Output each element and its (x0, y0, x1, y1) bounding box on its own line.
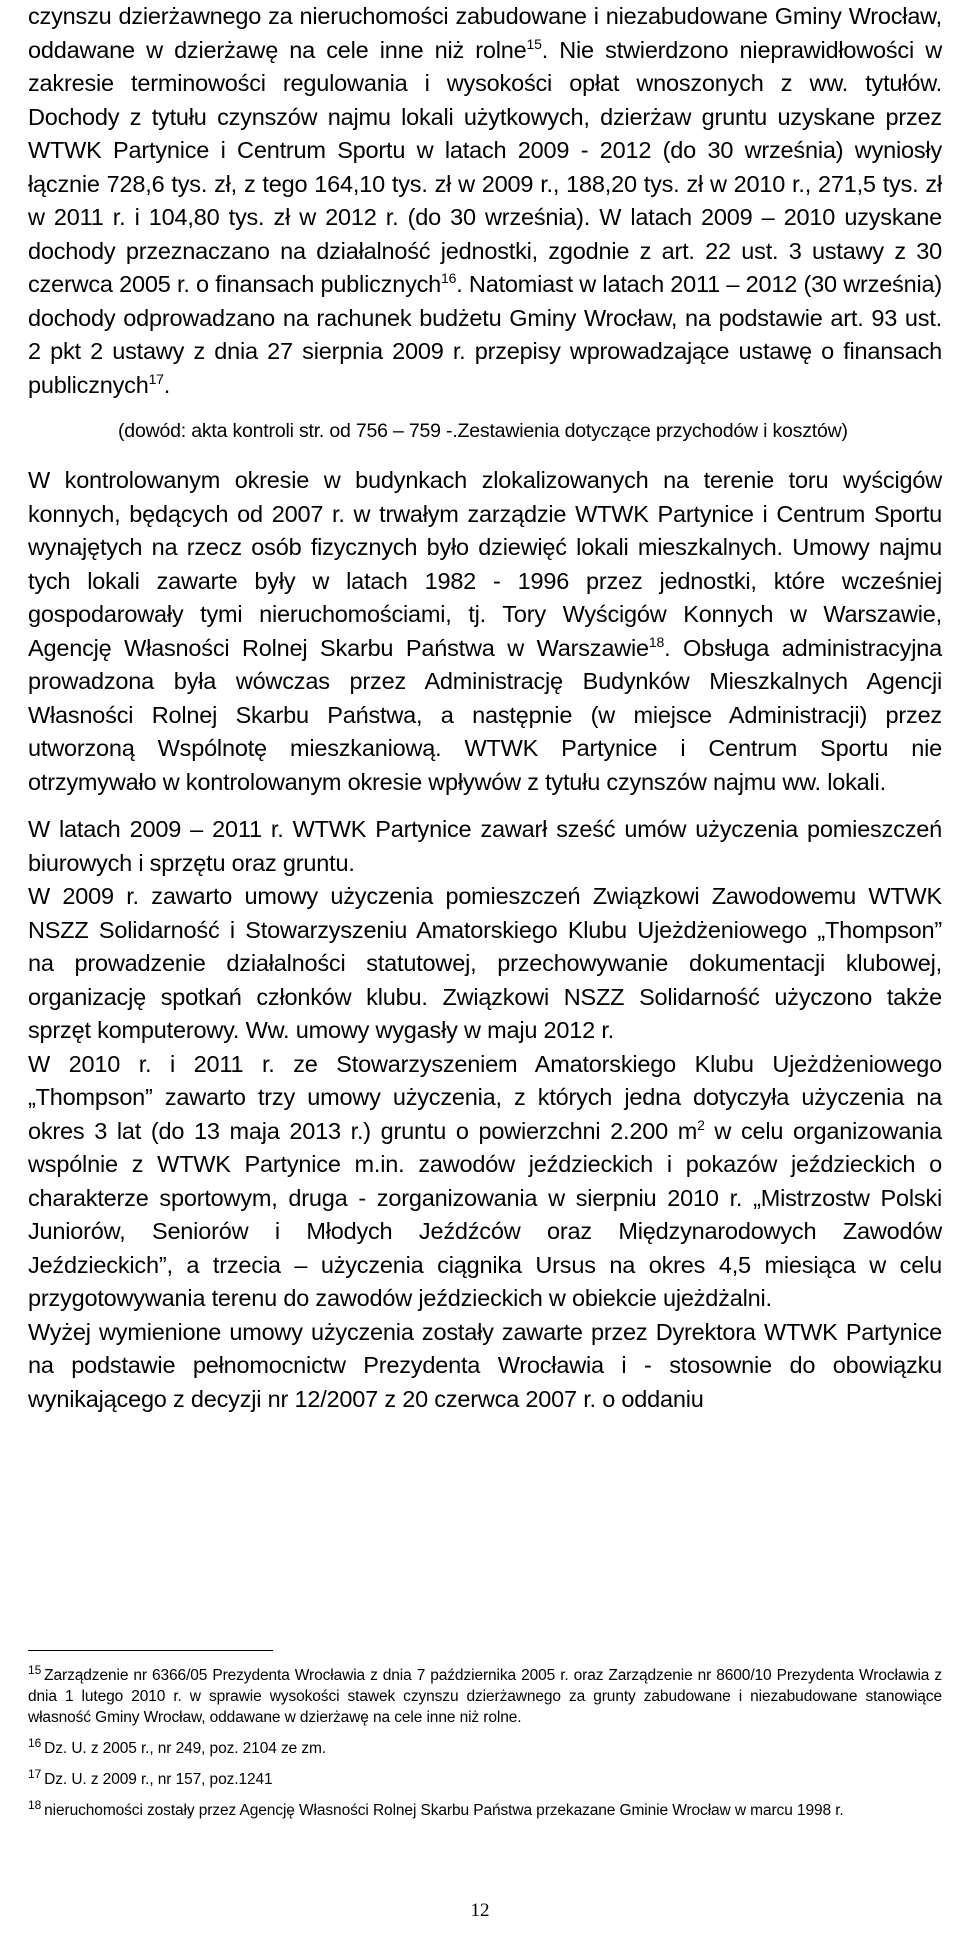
paragraph-2009-agreements: W 2009 r. zawarto umowy użyczenia pomieszczeń Związkowi Zawodowemu WTWK NSZZ Solidarność i Stowarzyszeniu Amatorskiego Klubu Ujeżdżeniowego „Thompson” na prowadzenie działalności statutowej, przechowywanie dokumentacji klubowej, organizację spotkań członków klubu. Związkowi NSZZ Solidarność użyczono także sprzęt komputerowy. Ww. umowy wygasły w maju 2012 r. (28, 883, 942, 1043)
superscript-square: 2 (697, 1116, 705, 1133)
footnote-ref-18[interactable]: 18 (648, 633, 665, 650)
footnote-15: $^{15}$ Zarządzenie nr 6366/05 Prezydenta Wrocławia z dnia 7 października 2005 r. oraz Zarządzenie nr 8600/10 Prezydenta Wrocławia z dnia 1 lutego 2010 r. w sprawie wysokości stawek czynszu dzierżawnego za grunty zabudowane i niezabudowane stanowiące własność Gminy Wrocław, oddawane w dzierżawę na cele inne niż rolne. (28, 1662, 942, 1726)
footnote-ref-16[interactable]: 16 (441, 270, 457, 287)
footnote-ref-15[interactable]: 15 (526, 35, 542, 52)
paragraph-authorization: Wyżej wymienione umowy użyczenia zostały zawarte przez Dyrektora WTWK Partynice na podstawie pełnomocnictw Prezydenta Wrocławia i - stosownie do obowiązku wynikającego z decyzji nr 12/2007 z 20 czerwca 2007 r. o oddaniu (28, 1318, 942, 1412)
proof-note: (dowód: akta kontroli str. od 756 – 759 -.Zestawienia dotyczące przychodów i kosztów) (118, 420, 848, 442)
paragraph-lending-agreements: W latach 2009 – 2011 r. WTWK Partynice zawarł sześć umów użyczenia pomieszczeń biurowych i sprzętu oraz gruntu. (28, 816, 942, 876)
paragraph-2010-2011-agreements: W 2010 r. i 2011 r. ze Stowarzyszeniem Amatorskiego Klubu Ujeżdżeniowego „Thompson” zawarto trzy umowy użyczenia, z których jedna dotyczyła użyczenia na okres 3 lat (do 13 maja 2013 r.) gruntu o powierzchni 2.200 $m^2$ w celu organizowania wspólnie z WTWK Partynice m.in. zawodów jeździeckich i pokazów jeździeckich o charakterze sportowym, druga - zorganizowania w sierpniu 2010 r. „Mistrzostw Polski Juniorów, Seniorów i Młodych Jeźdźców oraz Międzynarodowych Zawodów Jeździeckich”, a trzecia – użyczenia ciągnika Ursus na okres 4,5 miesiąca w celu przygotowywania terenu do zawodów jeździeckich w obiekcie ujeżdżalni. (28, 1050, 942, 1311)
main-text (28, 0, 942, 1416)
page-number: 12 (470, 1900, 490, 1921)
footnote-ref-17[interactable]: 17 (148, 370, 164, 387)
footnote-17: $^{17}$ Dz. U. z 2009 r., nr 157, poz.1241 (28, 1766, 273, 1788)
paragraph-residential-units: W kontrolowanym okresie w budynkach zlokalizowanych na terenie toru wyścigów konnych, będących od 2007 r. w trwałym zarządzie WTWK Partynice i Centrum Sportu wynajętych na rzecz osób fizycznych było dziewięć lokali mieszkalnych. Umowy najmu tych lokali zawarte były w latach 1982 - 1996 przez jednostki, które wcześniej gospodarowały tymi nieruchomościami, tj. Tory Wyścigów Konnych w Warszawie, Agencję Własności Rolnej Skarbu Państwa w Warszawie$^{18}$. Obsługa administracyjna prowadzona była wówczas przez Administrację Budynków Mieszkalnych Agencji Własności Rolnej Skarbu Państwa, a następnie (w miejsce Administracji) przez utworzoną Wspólnotę mieszkaniową. WTWK Partynice i Centrum Sportu nie otrzymywało w kontrolowanym okresie wpływów z tytułu czynszów najmu ww. lokali. (28, 467, 942, 795)
footnote-divider (28, 1650, 273, 1651)
paragraph-revenue: czynszu dzierżawnego za nieruchomości zabudowane i niezabudowane Gminy Wrocław, oddawane w dzierżawę na cele inne niż rolne$^{15}$. Nie stwierdzono nieprawidłowości w zakresie terminowości regulowania i wysokości opłat wnoszonych z ww. tytułów. Dochody z tytułu czynszów najmu lokali użytkowych, dzierżaw gruntu uzyskane przez WTWK Partynice i Centrum Sportu w latach 2009 - 2012 (do 30 września) wyniosły łącznie 728,6 tys. zł, z tego 164,10 tys. zł w 2009 r., 188,20 tys. zł w 2010 r., 271,5 tys. zł w 2011 r. i 104,80 tys. zł w 2012 r. (do 30 września). W latach 2009 – 2010 uzyskane dochody przeznaczano na działalność jednostki, zgodnie z art. 22 ust. 3 ustawy z 30 czerwca 2005 r. o finansach publicznych$^{16}$. Natomiast w latach 2011 – 2012 (30 września) dochody odprowadzano na rachunek budżetu Gminy Wrocław, na podstawie art. 93 ust. 2 pkt 2 ustawy z dnia 27 sierpnia 2009 r. przepisy wprowadzające ustawę o finansach publicznych$^{17}$. (28, 3, 942, 398)
footnote-16: $^{16}$ Dz. U. z 2005 r., nr 249, poz. 2104 ze zm. (28, 1735, 326, 1757)
footnote-18: $^{18}$ nieruchomości zostały przez Agencję Własności Rolnej Skarbu Państwa przekazane Gminie Wrocław w marcu 1998 r. (28, 1797, 844, 1819)
footnotes-section (28, 1650, 942, 1831)
